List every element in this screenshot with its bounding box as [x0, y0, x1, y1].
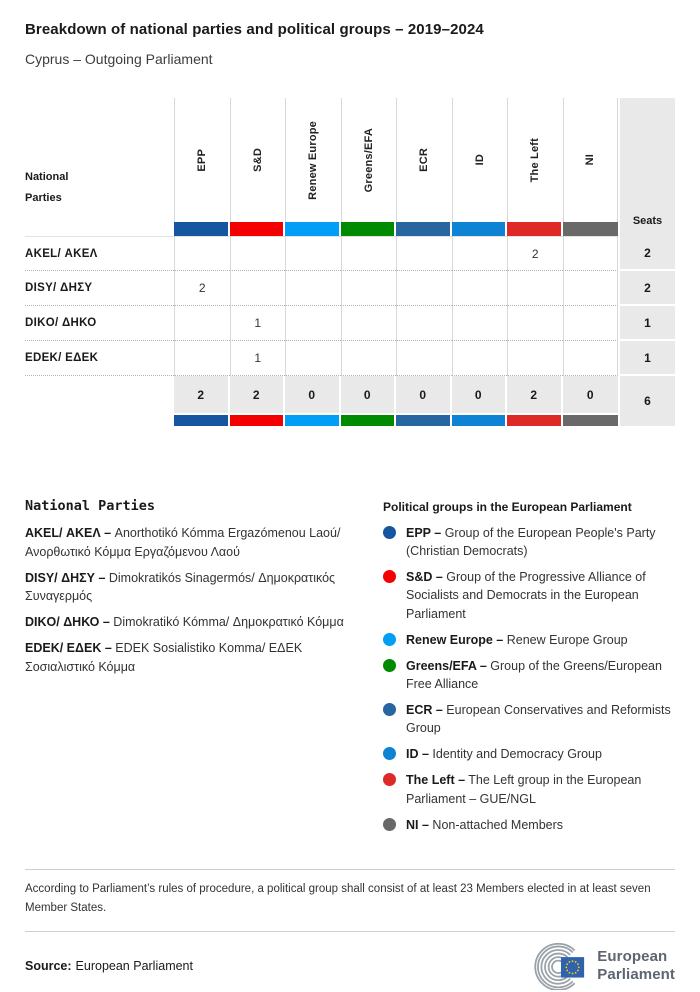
parties-table [25, 98, 675, 426]
seat-value-cell [396, 236, 452, 271]
legend-section [25, 498, 675, 842]
seat-value-cell [563, 271, 619, 306]
political-group-legend-item [383, 816, 675, 834]
national-party-legend-item: DISY/ ΔΗΣΥ – Dimokratikós Sinagermós/ Δημοκρατικός Συναγερμός [25, 570, 336, 604]
party-row-label: EDEK/ ΕΔΕΚ [25, 341, 174, 376]
divider [25, 869, 675, 870]
political-group-legend-item [383, 745, 675, 763]
group-total-cell: 2 [174, 376, 230, 413]
political-group-legend-item [383, 524, 675, 560]
seat-value-cell: 2 [507, 236, 563, 271]
row-seats-cell: 2 [618, 236, 675, 271]
group-column-header [285, 98, 341, 222]
party-abbr: AKEL/ ΑΚΕΛ – [25, 526, 112, 540]
group-color-bar-bottom [285, 413, 341, 426]
seat-value-cell [174, 306, 230, 341]
hemicycle-icon [533, 942, 589, 990]
group-column-header [563, 98, 619, 222]
group-color-dot [383, 818, 396, 831]
footer [25, 940, 675, 992]
group-column-label: NI [584, 154, 597, 166]
party-row-label: DISY/ ΔΗΣΥ [25, 271, 174, 306]
seat-value-cell [452, 236, 508, 271]
party-row-label: AKEL/ ΑΚΕΛ [25, 236, 174, 271]
seat-value-cell [174, 341, 230, 376]
group-color-bar-bottom [507, 413, 563, 426]
group-abbr: EPP – [406, 526, 442, 540]
seat-value-cell [341, 236, 397, 271]
seat-value-cell [396, 271, 452, 306]
group-color-bar [507, 222, 563, 236]
seat-value-cell [285, 341, 341, 376]
group-color-bar [285, 222, 341, 236]
group-column-label: Renew Europe [307, 120, 320, 200]
group-legend-text: NI – Non-attached Members [406, 817, 564, 832]
page-subtitle: Cyprus – Outgoing Parliament [25, 51, 213, 67]
group-abbr: The Left – [406, 773, 466, 788]
group-total-cell: 2 [507, 376, 563, 413]
row-seats-cell: 2 [618, 271, 675, 306]
group-column-label: S&D [251, 148, 264, 172]
seat-value-cell [507, 271, 563, 306]
table-corner-label [25, 98, 174, 222]
group-column-header [507, 98, 563, 222]
group-color-bar-bottom [174, 413, 230, 426]
group-abbr: Renew Europe – [406, 632, 504, 647]
national-party-legend-item: AKEL/ ΑΚΕΛ – Anorthotikó Kómma Ergazómenou Laoú/ Ανορθωτικό Κόμμα Εργαζόμενου Λαού [25, 526, 341, 559]
group-color-bar [396, 222, 452, 236]
political-group-legend-item [383, 568, 675, 622]
group-color-dot [383, 747, 396, 760]
eu-flag-icon [561, 957, 584, 977]
seat-value-cell [285, 306, 341, 341]
group-column-label: ID [473, 154, 486, 166]
source-value: European Parliament [75, 958, 193, 973]
group-color-bar [341, 222, 397, 236]
group-total-cell: 0 [563, 376, 619, 413]
group-abbr: ID – [406, 747, 429, 762]
group-color-bar [563, 222, 619, 236]
logo-wordmark: European Parliament [597, 948, 675, 983]
group-legend-text: The Left – The Left group in the European Parliament – GUE/NGL [406, 773, 642, 806]
group-column-label: Greens/EFA [362, 127, 375, 193]
group-color-bar-bottom [563, 413, 619, 426]
group-legend-text: Renew Europe – Renew Europe Group [406, 632, 628, 647]
group-abbr: Greens/EFA – [406, 658, 487, 673]
seat-value-cell [452, 341, 508, 376]
national-party-legend-item: DIKO/ ΔΗΚΟ – Dimokratikó Kómma/ Δημοκρατικό Κόμμα [25, 615, 344, 629]
seat-value-cell [452, 306, 508, 341]
seats-column-header: Seats [618, 98, 675, 236]
political-groups-legend [383, 498, 675, 842]
party-row-label: DIKO/ ΔΗΚΟ [25, 306, 174, 341]
group-total-cell: 0 [452, 376, 508, 413]
group-legend-text: ECR – European Conservatives and Reformists Group [406, 703, 671, 736]
header-bar-spacer [25, 222, 174, 236]
seat-value-cell [507, 341, 563, 376]
corner-line1: National [25, 171, 69, 183]
seat-value-cell [174, 236, 230, 271]
national-party-legend-item: EDEK/ ΕΔΕΚ – EDEK Sosialistiko Komma/ ΕΔΕΚ Σοσιαλιστικό Κόμμα [25, 640, 303, 674]
seat-value-cell: 1 [230, 341, 286, 376]
political-group-legend-item [383, 701, 675, 737]
bottom-bar-spacer [25, 413, 174, 426]
group-total-cell: 0 [396, 376, 452, 413]
political-groups-legend-items [383, 524, 675, 834]
seat-value-cell [396, 341, 452, 376]
group-abbr: ECR – [406, 703, 443, 717]
group-color-bar [230, 222, 286, 236]
seat-value-cell [230, 236, 286, 271]
party-abbr: EDEK/ ΕΔΕΚ – [25, 640, 112, 655]
group-color-dot [383, 570, 396, 583]
seat-value-cell [452, 271, 508, 306]
seat-value-cell [285, 236, 341, 271]
seat-value-cell [341, 341, 397, 376]
group-column-label: The Left [529, 137, 542, 183]
group-column-label: EPP [196, 148, 209, 172]
political-groups-legend-heading: Political groups in the European Parliament [383, 500, 632, 514]
group-total-cell: 0 [285, 376, 341, 413]
total-seats-cell: 6 [618, 376, 675, 426]
group-total-cell: 0 [341, 376, 397, 413]
group-color-bar-bottom [452, 413, 508, 426]
group-legend-text: S&D – Group of the Progressive Alliance of Socialists and Democrats in the European Parliament [406, 570, 646, 621]
national-parties-legend-heading: National Parties [25, 498, 156, 514]
group-legend-text: EPP – Group of the European People's Party (Christian Democrats) [406, 526, 656, 559]
seat-value-cell [230, 271, 286, 306]
group-color-dot [383, 773, 396, 786]
seat-value-cell: 2 [174, 271, 230, 306]
seat-value-cell [507, 306, 563, 341]
group-color-dot [383, 633, 396, 646]
footnote-text: According to Parliament’s rules of procedure, a political group shall consist of at least 23 Members elected in at least seven Member States. [25, 882, 651, 914]
seat-value-cell [341, 306, 397, 341]
group-column-header [341, 98, 397, 222]
group-legend-text: Greens/EFA – Group of the Greens/European Free Alliance [406, 658, 662, 691]
party-abbr: DISY/ ΔΗΣΥ – [25, 570, 106, 585]
seat-value-cell [563, 236, 619, 271]
national-parties-legend-items [25, 524, 363, 676]
row-seats-cell: 1 [618, 341, 675, 376]
group-color-dot [383, 703, 396, 716]
corner-line2: Parties [25, 192, 62, 204]
group-color-dot [383, 526, 396, 539]
group-color-bar [174, 222, 230, 236]
group-color-bar [452, 222, 508, 236]
national-parties-legend [25, 498, 363, 842]
group-column-header [230, 98, 286, 222]
group-color-bar-bottom [396, 413, 452, 426]
row-seats-cell: 1 [618, 306, 675, 341]
group-color-bar-bottom [341, 413, 397, 426]
group-column-header [452, 98, 508, 222]
group-color-dot [383, 659, 396, 672]
totals-row-spacer [25, 376, 174, 413]
seat-value-cell [563, 306, 619, 341]
political-group-legend-item [383, 771, 675, 807]
seat-value-cell [341, 271, 397, 306]
seat-value-cell [396, 306, 452, 341]
european-parliament-logo [533, 942, 675, 990]
group-column-header [174, 98, 230, 222]
divider [25, 931, 675, 932]
political-group-legend-item [383, 631, 675, 649]
seat-value-cell [563, 341, 619, 376]
political-group-legend-item [383, 657, 675, 693]
page-title: Breakdown of national parties and political groups – 2019–2024 [25, 21, 484, 38]
source-line [25, 959, 193, 973]
group-legend-text: ID – Identity and Democracy Group [406, 747, 602, 762]
group-column-label: ECR [418, 148, 431, 172]
source-label: Source: [25, 958, 72, 973]
group-abbr: NI – [406, 817, 429, 832]
group-abbr: S&D – [406, 570, 443, 585]
seat-value-cell [285, 271, 341, 306]
seat-value-cell: 1 [230, 306, 286, 341]
group-total-cell: 2 [230, 376, 286, 413]
group-column-header [396, 98, 452, 222]
group-color-bar-bottom [230, 413, 286, 426]
party-abbr: DIKO/ ΔΗΚΟ – [25, 615, 110, 629]
